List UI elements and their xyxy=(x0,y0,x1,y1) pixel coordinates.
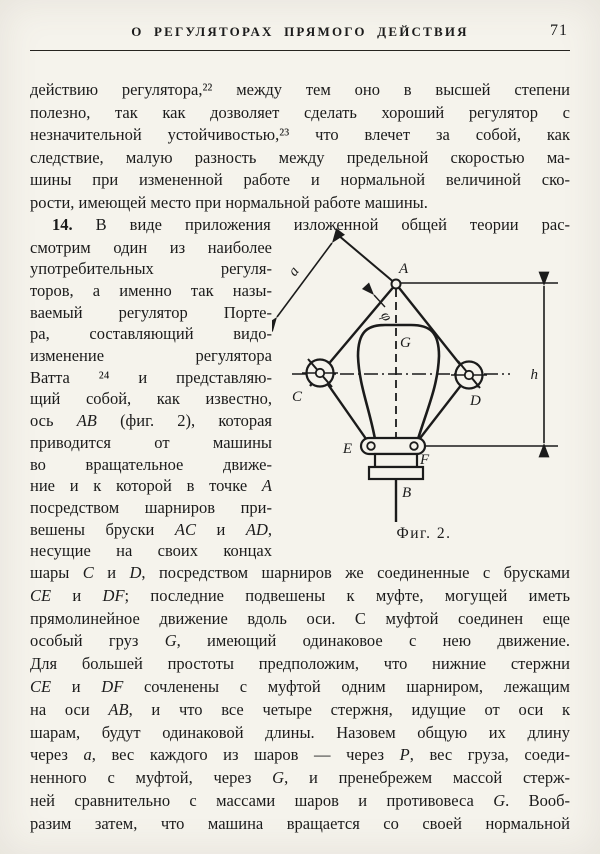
paragraph-14-continued xyxy=(30,562,570,836)
text-and-figure-row xyxy=(30,237,570,563)
text-line: рости, имеющей место при нормальной работе машины. xyxy=(30,192,428,212)
label-a-point: A xyxy=(399,260,409,277)
narrow-text-column xyxy=(30,237,272,563)
text-line: незначительной устойчивостью,²³ что влечет за собой, как xyxy=(30,125,570,144)
text-line: изменение регулятора xyxy=(30,346,272,366)
text-line: ось AB (фиг. 2), которая xyxy=(30,411,272,431)
text-line: несущие на своих концах xyxy=(30,541,272,561)
text-line: смотрим один из наиболее xyxy=(30,237,272,257)
text-line: ние и к которой в точке A xyxy=(30,476,272,496)
text-line: особый груз G, имеющий одинаковое с нею движение. xyxy=(30,631,570,651)
text-line: приводится от машины xyxy=(30,432,272,452)
text-line: ра, составляющий видо- xyxy=(30,324,272,344)
text-line: шары C и D, посредством шарниров же соединенные с брусками xyxy=(30,563,570,583)
pin-f xyxy=(410,442,418,450)
page-number: 71 xyxy=(550,22,568,39)
porter-governor-diagram xyxy=(272,225,574,550)
section-number: 14. xyxy=(52,215,73,234)
weight-g-outline xyxy=(358,325,439,439)
pin-e xyxy=(367,442,375,450)
text-line: на оси AB, и что все четыре стержня, идущие от оси к xyxy=(30,699,570,719)
text-line: вешены бруски AC и AD, xyxy=(30,519,272,539)
text-line: Ватта ²⁴ и представляю- xyxy=(30,367,272,387)
muff-neck xyxy=(375,454,417,467)
text-line: Для большей простоты предположим, что нижние стержни xyxy=(30,654,570,674)
label-d: D xyxy=(470,392,481,409)
text-line: ваемый регулятор Порте- xyxy=(30,302,272,322)
running-head: О РЕГУЛЯТОРАХ ПРЯМОГО ДЕЙСТВИЯ xyxy=(131,24,469,39)
text-line: посредством шарниров при- xyxy=(30,497,272,517)
pivot-a xyxy=(392,279,401,288)
label-g: G xyxy=(400,334,411,351)
text-line: употребительных регуля- xyxy=(30,259,272,279)
text-line: торов, а именно так назы- xyxy=(30,280,272,300)
text-line: шины при измененной работе и нормальной величиной ско- xyxy=(30,170,570,189)
label-b: B xyxy=(402,484,412,501)
text-line: действию регулятора,²² между тем оно в высшей степени xyxy=(30,80,570,99)
a-dimension-arrow xyxy=(277,243,332,317)
paragraph-1 xyxy=(30,79,570,214)
text-line: щий собой, как известно, xyxy=(30,389,272,409)
text-line: ней сравнительно с массами шаров и противовеса G. Вооб- xyxy=(30,791,570,811)
text-line: CE и DF сочленены с муфтой одним шарниром, лежащим xyxy=(30,677,570,697)
text-line: ненного с муфтой, через G, и пренебрежем массой стерж- xyxy=(30,768,570,788)
muff-flange xyxy=(369,467,423,479)
text-line: В виде приложения изложенной общей теории рас- xyxy=(95,215,571,234)
rod-extension-line xyxy=(338,235,396,284)
page-header xyxy=(30,22,570,44)
header-rule xyxy=(30,50,570,51)
figure-2 xyxy=(272,225,574,555)
ball-d-hub xyxy=(465,370,473,378)
text-line: прямолинейное движение вдоль оси. С муфтой соединен еще xyxy=(30,608,570,628)
text-line: следствие, малую разность между предельной скоростью ма- xyxy=(30,147,570,167)
label-f: F xyxy=(420,451,430,468)
text-line: CE и DF; последние подвешены к муфте, могущей иметь xyxy=(30,585,570,605)
label-c: C xyxy=(292,388,303,405)
figure-caption: Фиг. 2. xyxy=(396,524,452,542)
text-line: разим затем, что машина вращается со своей нормальной xyxy=(30,813,570,833)
text-line: полезно, так как дозволяет сделать хороший регулятор с xyxy=(30,102,570,122)
text-line: во вращательное движе- xyxy=(30,454,272,474)
text-line: через a, вес каждого из шаров — через P, вес груза, соеди- xyxy=(30,745,570,765)
text-line: шарам, будут одинаковой длины. Назовем общую их длину xyxy=(30,722,570,742)
ball-c-hub xyxy=(316,368,324,376)
label-phi: φ xyxy=(376,308,395,324)
label-h: h xyxy=(530,366,538,383)
label-a: a xyxy=(285,263,303,279)
label-e: E xyxy=(342,440,352,457)
